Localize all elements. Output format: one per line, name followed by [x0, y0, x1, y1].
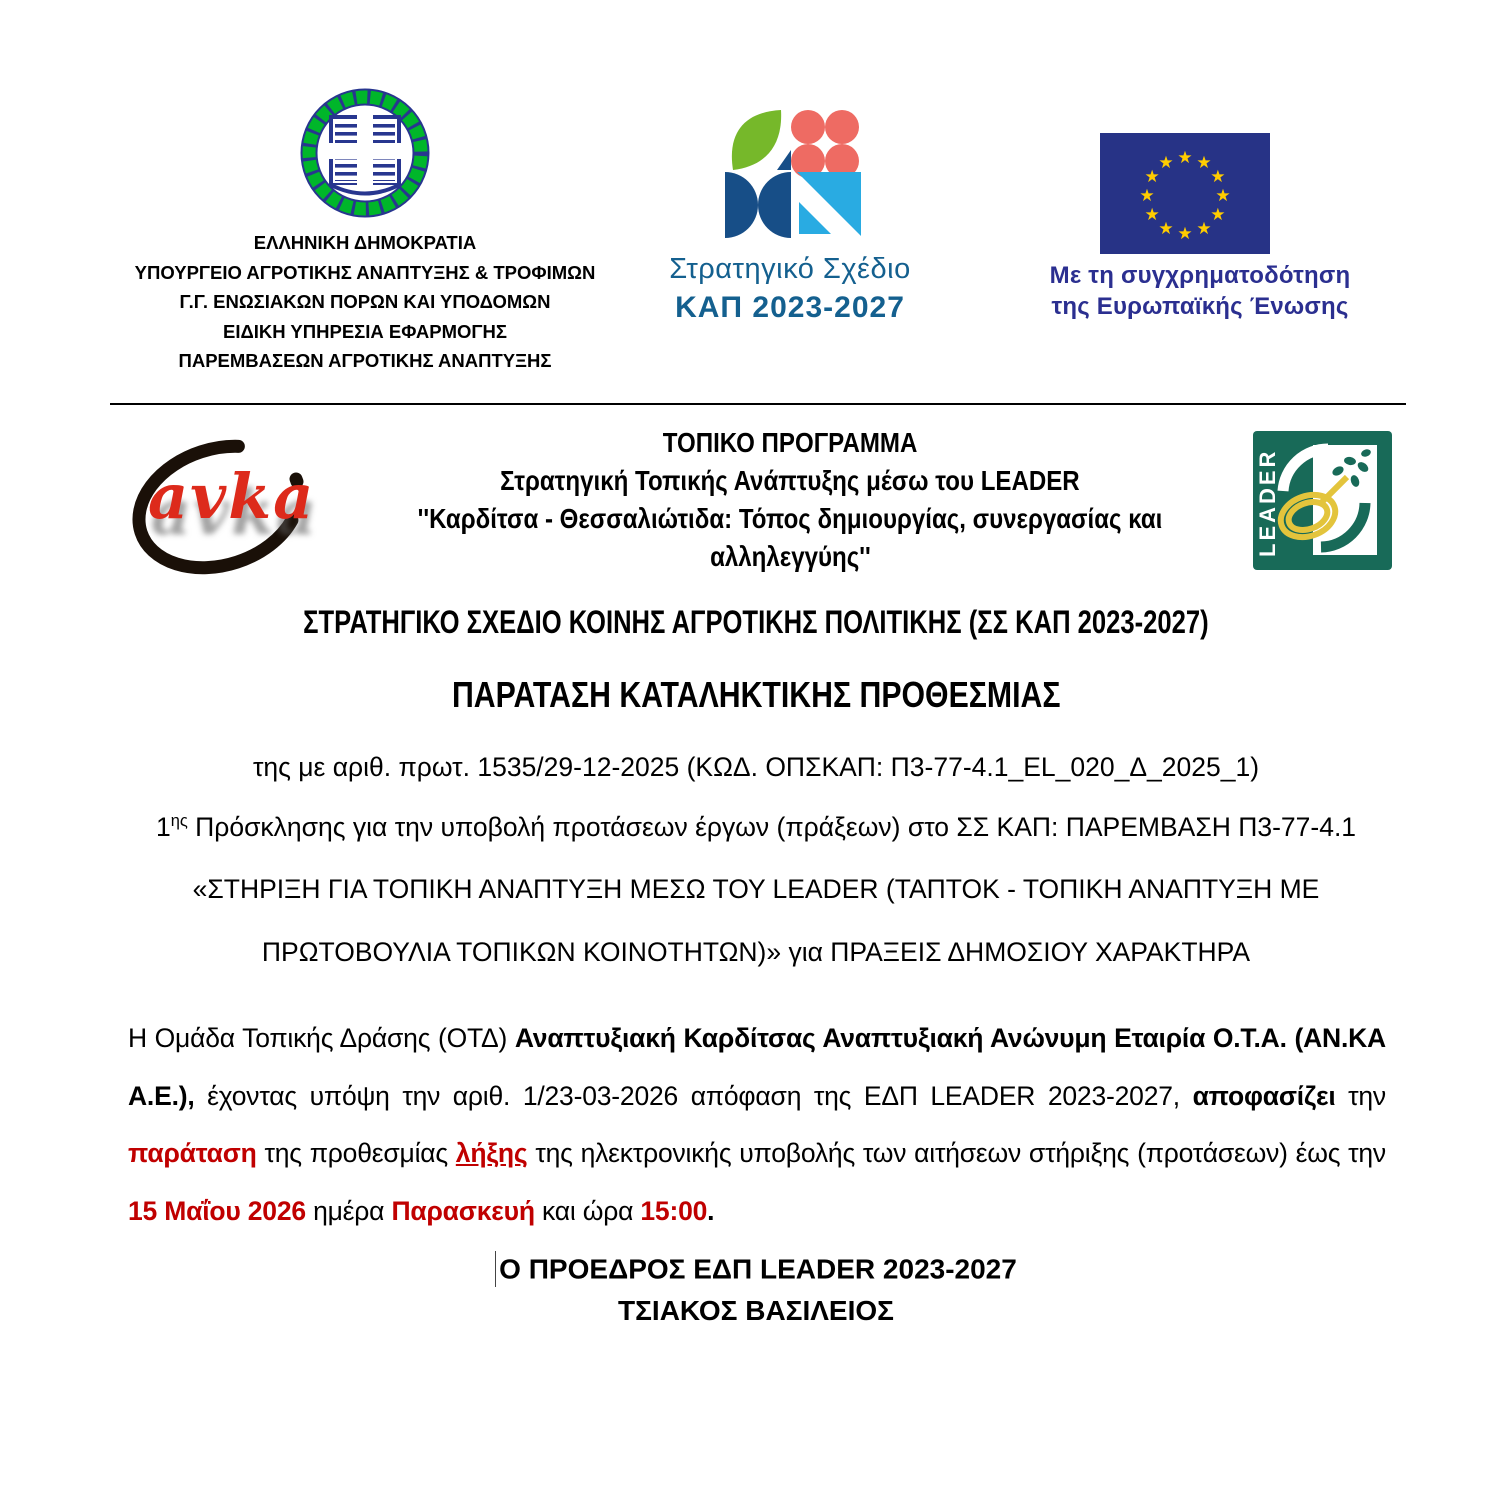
program-line: ''Καρδίτσα - Θεσσαλιώτιδα: Τόπος δημιουργίας, συνεργασίας και	[417, 503, 1163, 534]
highlight-day: Παρασκευή	[391, 1195, 535, 1226]
eu-cofunding-line: Με τη συγχρηματοδότηση	[1049, 262, 1351, 289]
header-divider	[110, 403, 1406, 405]
ordinal-superscript: ης	[170, 812, 188, 831]
ministry-block	[95, 228, 635, 376]
program-line: αλληλεγγύης''	[709, 541, 871, 572]
svg-text:★: ★	[1158, 153, 1174, 173]
svg-text:★: ★	[1210, 205, 1226, 225]
greek-coat-of-arms-icon	[295, 84, 435, 231]
kap-logo-title: Στρατηγικό Σχέδιο	[669, 253, 911, 285]
signature-title: Ο ΠΡΟΕΔΡΟΣ ΕΔΠ LEADER 2023-2027	[0, 1253, 1512, 1289]
kap-logo	[615, 106, 965, 325]
signature-name: ΤΣΙΑΚΟΣ ΒΑΣΙΛΕΙΟΣ	[618, 1295, 894, 1326]
intro-line-measure-2: ΠΡΩΤΟΒΟΥΛΙΑ ΤΟΠΙΚΩΝ ΚΟΙΝΟΤΗΤΩΝ)» για ΠΡΑΞΕΙΣ ΔΗΜΟΣΙΟΥ ΧΑΡΑΚΤΗΡΑ	[261, 937, 1251, 967]
extension-title: ΠΑΡΑΤΑΣΗ ΚΑΤΑΛΗΚΤΙΚΗΣ ΠΡΟΘΕΣΜΙΑΣ	[451, 674, 1061, 715]
intro-line-call: $1^{\eta\varsigma}$ Πρόσκλησης για την υποβολή προτάσεων έργων (πράξεων) στο ΣΣ ΚΑΠ: ΠΑΡΕΜΒΑΣΗ Π3-77-4.1	[155, 812, 1357, 842]
leader-logo-text: LEADER	[1255, 448, 1280, 557]
svg-text:★: ★	[1215, 186, 1231, 206]
intro-line-measure-1: «ΣΤΗΡΙΞΗ ΓΙΑ ΤΟΠΙΚΗ ΑΝΑΠΤΥΞΗ ΜΕΣΩ ΤΟΥ LEADER (ΤΑΠΤΟΚ - ΤΟΠΙΚΗ ΑΝΑΠΤΥΞΗ ΜΕ	[192, 874, 1320, 904]
svg-text:★: ★	[1196, 218, 1212, 239]
program-line: ΤΟΠΙΚΟ ΠΡΟΓΡΑΜΜΑ	[662, 427, 918, 458]
svg-text:★: ★	[1210, 167, 1226, 187]
program-line: Στρατηγική Τοπικής Ανάπτυξης μέσω του LEADER	[500, 465, 1080, 496]
svg-text:★: ★	[1139, 186, 1155, 206]
svg-text:★: ★	[1196, 153, 1212, 173]
intro-line-protocol: της με αριθ. πρωτ. 1535/29-12-2025 (ΚΩΔ. ΟΠΣΚΑΠ: Π3-77-4.1_EL_020_Δ_2025_1)	[252, 752, 1260, 782]
eu-flag-icon	[1100, 133, 1270, 259]
highlight-expiry: λήξης	[455, 1138, 528, 1168]
svg-text:★: ★	[1177, 148, 1193, 168]
ministry-line: ΠΑΡΕΜΒΑΣΕΩΝ ΑΓΡΟΤΙΚΗΣ ΑΝΑΠΤΥΞΗΣ	[178, 350, 552, 371]
anka-logo	[122, 420, 317, 595]
leader-logo	[1253, 431, 1392, 575]
ministry-line: ΕΛΛΗΝΙΚΗ ΔΗΜΟΚΡΑΤΙΑ	[253, 232, 477, 253]
highlight-time: 15:00	[640, 1195, 708, 1226]
strategic-plan-title: ΣΤΡΑΤΗΓΙΚΟ ΣΧΕΔΙΟ ΚΟΙΝΗΣ ΑΓΡΟΤΙΚΗΣ ΠΟΛΙΤΙΚΗΣ (ΣΣ ΚΑΠ 2023-2027)	[303, 604, 1209, 640]
text-cursor	[495, 1251, 496, 1287]
svg-text:★: ★	[1144, 167, 1160, 187]
kap-logo-graphic	[719, 106, 861, 240]
highlight-extension: παράταση	[128, 1138, 257, 1168]
highlight-date: 15 Μαΐου 2026	[128, 1195, 306, 1226]
decision-paragraph: Η Ομάδα Τοπικής Δράσης (ΟΤΔ) Αναπτυξιακή Καρδίτσας Αναπτυξιακή Ανώνυμη Εταιρία Ο.Τ.Α. (ΑΝ.ΚΑ Α.Ε.), έχοντας υπόψη την αριθ. 1/23-03-2026 απόφαση της ΕΔΠ LEADER 2023-2027, αποφασίζει την παράταση της προθεσμίας λήξης της ηλεκτρονικής υποβολής των αιτήσεων στήριξης (προτάσεων) έως την 15 Μαΐου 2026 ημέρα Παρασκευή και ώρα 15:00.	[128, 1023, 1386, 1226]
anka-logo-text: avka	[148, 460, 316, 533]
ministry-line: ΕΙΔΙΚΗ ΥΠΗΡΕΣΙΑ ΕΦΑΡΜΟΓΗΣ	[222, 320, 508, 342]
ministry-line: ΥΠΟΥΡΓΕΙΟ ΑΓΡΟΤΙΚΗΣ ΑΝΑΠΤΥΞΗΣ & ΤΡΟΦΙΜΩΝ	[134, 261, 596, 283]
eu-cofunding-text	[1030, 260, 1370, 322]
program-title-block	[320, 424, 1260, 576]
kap-logo-subtitle: ΚΑΠ 2023-2027	[675, 291, 905, 324]
svg-text:★: ★	[1177, 224, 1193, 244]
eu-cofunding-line: της Ευρωπαϊκής Ένωσης	[1051, 293, 1349, 320]
svg-text:★: ★	[1144, 205, 1160, 225]
ministry-line: Γ.Γ. ΕΝΩΣΙΑΚΩΝ ΠΟΡΩΝ ΚΑΙ ΥΠΟΔΟΜΩΝ	[179, 291, 551, 312]
svg-text:★: ★	[1158, 218, 1174, 239]
